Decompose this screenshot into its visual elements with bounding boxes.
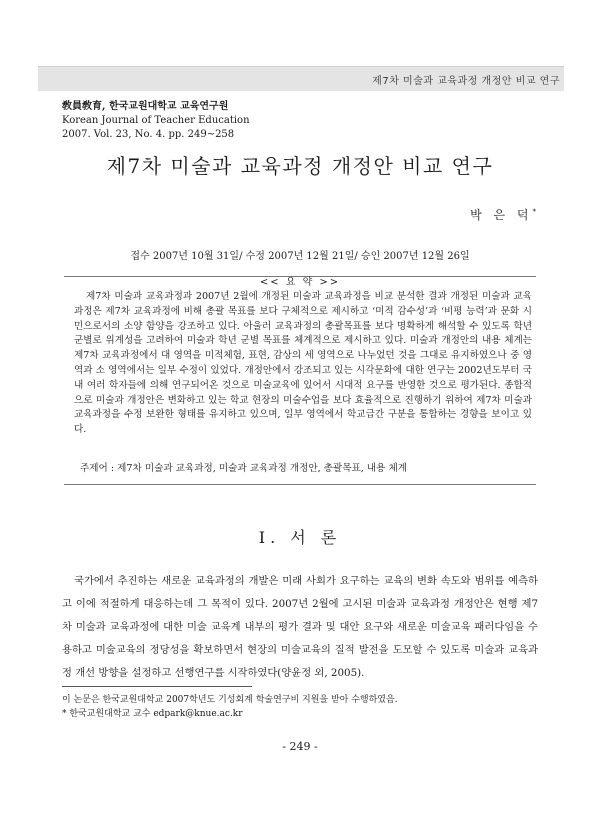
running-header: 제7차 미술과 교육과정 개정안 비교 연구: [372, 76, 560, 87]
footnotes: [62, 693, 398, 721]
keywords: 주제어 : 제7차 미술과 교육과정, 미술과 교육과정 개정안, 총괄목표, 내용 체계: [80, 463, 408, 474]
journal-korean-name: 敎員敎育, 한국교원대학교 교육연구원: [62, 101, 229, 112]
journal-citation: 2007. Vol. 23, No. 4. pp. 249∼258: [62, 129, 235, 140]
abstract-heading-label: << 요 약 >>: [252, 277, 348, 288]
journal-english-name: Korean Journal of Teacher Education: [62, 115, 250, 126]
abstract-heading: [0, 270, 600, 289]
paper-title: 제7차 미술과 교육과정 개정안 비교 연구: [106, 154, 494, 178]
journal-info: [62, 100, 250, 142]
author-name: 박 은 덕: [470, 208, 533, 222]
page-number: - 249 -: [282, 740, 318, 753]
submission-dates: 접수 2007년 10월 31일/ 수정 2007년 12월 21일/ 승인 2007년 12월 26일: [130, 251, 470, 262]
footnote-rule: [62, 686, 252, 687]
author: [470, 206, 536, 223]
footnote-funding: 이 논문은 한국교원대학교 2007학년도 기성회계 학술연구비 지원을 받아 수행하였음.: [62, 695, 398, 705]
abstract-text: 제7차 미술과 교육과정과 2007년 2월에 개정된 미술과 교육과정을 비교 분석한 결과 개정된 미술과 교육과정은 제7차 교육과정에 비해 총괄 목표를 보다 구체적으로 제시하고 ‘미적 감수성’과 ‘비평 능력’과 문화 시민으로서의 소양 함양을 강조하고 있다. 아울러 교육과정의 총괄목표를 보다 명확하게 해석할 수 있도록 학년군별로 위계성을 고려하여 미술과 학년 군별 목표를 체계적으로 제시하고 있다. 미술과 개정안의 내용 체계는 제7차 교육과정에서 대 영역을 미적체험, 표현, 감상의 세 영역으로 나누었던 것을 그대로 유지하였으나 중 영역과 소 영역에서는 일부 수정이 있었다. 개정안에서 강조되고 있는 시각문화에 대한 연구는 2002년도부터 국내 여러 학자들에 의해 연구되어온 것으로 미술교육에 있어서 시대적 요구를 반영한 것으로 평가된다. 종합적으로 미술과 개정안은 변화하고 있는 학교 현장의 미술수업을 보다 효율적으로 진행하기 위하여 제7차 미술과 교육과정을 수정 보완한 형태를 유지하고 있으며, 일부 영역에서 학교급간 구분을 통합하는 경향을 보이고 있다.: [74, 291, 532, 436]
footnote-author: * 한국교원대학교 교수 edpark@knue.ac.kr: [62, 709, 243, 719]
section-heading: Ⅰ. 서 론: [258, 528, 342, 547]
author-footnote-marker: *: [532, 208, 536, 216]
introduction-paragraph: 국가에서 추진하는 새로운 교육과정의 개발은 미래 사회가 요구하는 교육의 변화 속도와 범위를 예측하고 이에 적절하게 대응하는데 그 목적이 있다. 2007년 2월에 고시된 미술과 교육과정 개정안은 현행 제7차 미술과 교육과정에 대한 미술 교육계 내부의 평가 결과 및 대안 요구와 새로운 미술교육 패러다임을 수용하고 미술교육의 정당성을 확보하면서 현장의 미술교육의 질적 발전을 도모할 수 있도록 미술과 교육과정 개선 방향을 설정하고 선행연구를 시작하였다(양윤정 외, 2005).: [62, 575, 538, 679]
abstract-bottom-rule: [64, 484, 536, 485]
